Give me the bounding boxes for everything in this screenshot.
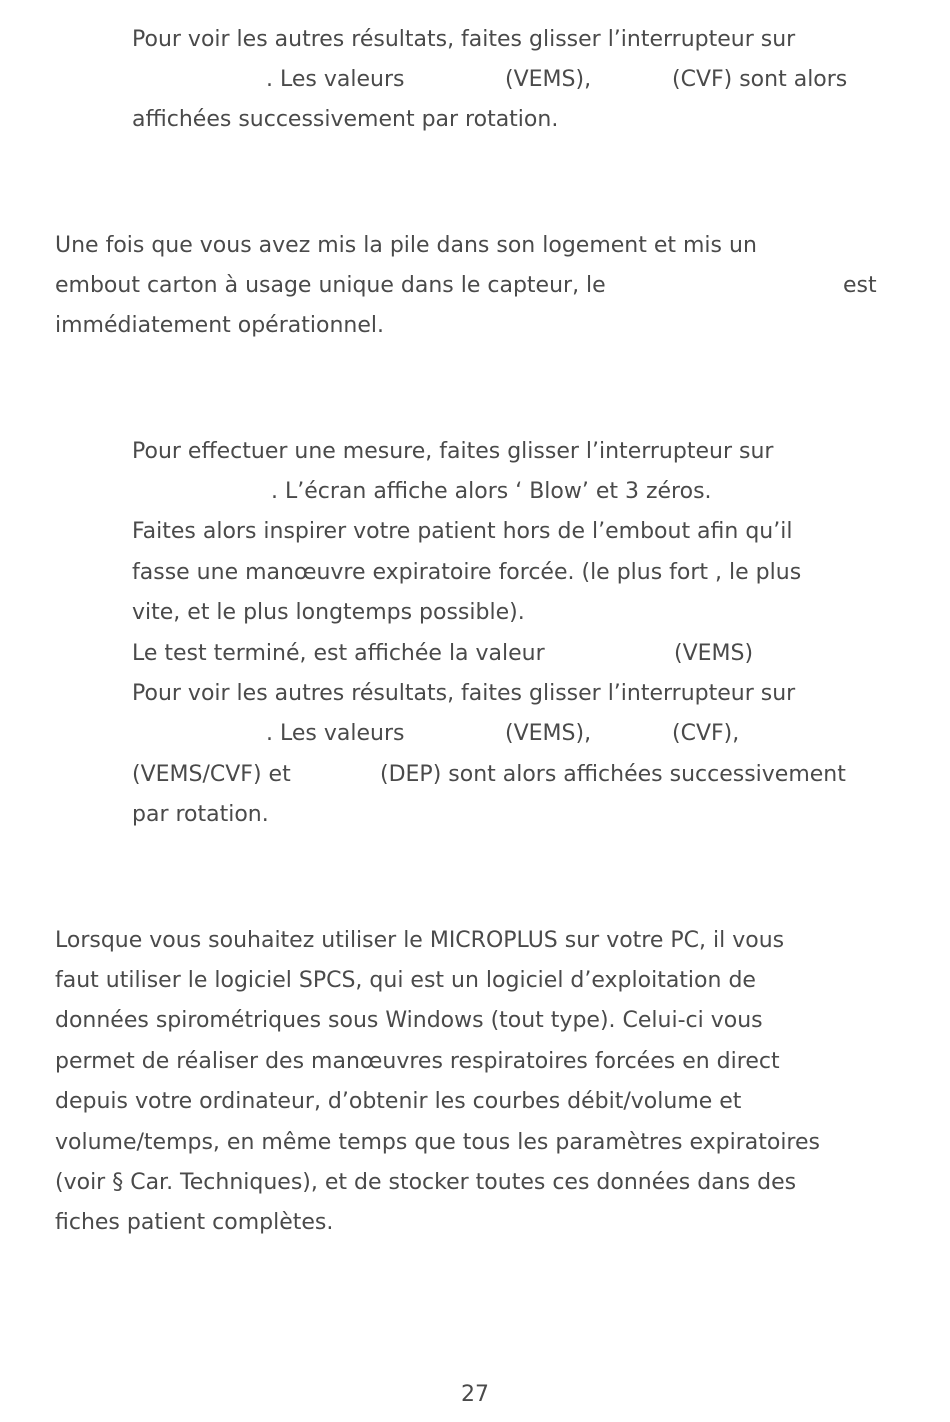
text-line: Pour effectuer une mesure, faites glisser l’interrupteur sur [132,439,774,464]
text-line: Pour voir les autres résultats, faites glisser l’interrupteur sur [132,681,796,706]
text-line: (VEMS), [505,721,592,746]
text-line: Le test terminé, est affichée la valeur [132,641,545,666]
text-line: . Les valeurs [266,721,405,746]
text-line: Lorsque vous souhaitez utiliser le MICROPLUS sur votre PC, il vous [55,928,785,953]
text-line: immédiatement opérationnel. [55,313,384,338]
text-line: faut utiliser le logiciel SPCS, qui est un logiciel d’exploitation de [55,968,756,993]
text-line: (DEP) sont alors affichées successivement [380,762,846,787]
text-line: par rotation. [132,802,269,827]
text-line: embout carton à usage unique dans le capteur, le [55,273,606,298]
page-number: 27 [461,1382,489,1407]
text-line: . L’écran affiche alors ‘ Blow’ et 3 zéros. [271,479,712,504]
text-line: (CVF) sont alors [672,67,848,92]
text-line: (VEMS), [505,67,592,92]
text-line: (CVF), [672,721,740,746]
text-line: fiches patient complètes. [55,1210,334,1235]
text-line: fasse une manœuvre expiratoire forcée. (le plus fort , le plus [132,560,802,585]
text-line: (VEMS) [674,641,754,666]
text-line: Faites alors inspirer votre patient hors de l’embout afin qu’il [132,519,793,544]
text-line: Pour voir les autres résultats, faites glisser l’interrupteur sur [132,27,796,52]
text-line: est [843,273,877,298]
text-line: données spirométriques sous Windows (tout type). Celui-ci vous [55,1008,763,1033]
text-line: (VEMS/CVF) et [132,762,291,787]
text-line: volume/temps, en même temps que tous les paramètres expiratoires [55,1130,820,1155]
text-line: depuis votre ordinateur, d’obtenir les courbes débit/volume et [55,1089,742,1114]
text-line: Une fois que vous avez mis la pile dans son logement et mis un [55,233,757,258]
text-line: affichées successivement par rotation. [132,107,559,132]
text-line: . Les valeurs [266,67,405,92]
text-line: vite, et le plus longtemps possible). [132,600,525,625]
text-line: permet de réaliser des manœuvres respiratoires forcées en direct [55,1049,780,1074]
text-line: (voir § Car. Techniques), et de stocker toutes ces données dans des [55,1170,797,1195]
